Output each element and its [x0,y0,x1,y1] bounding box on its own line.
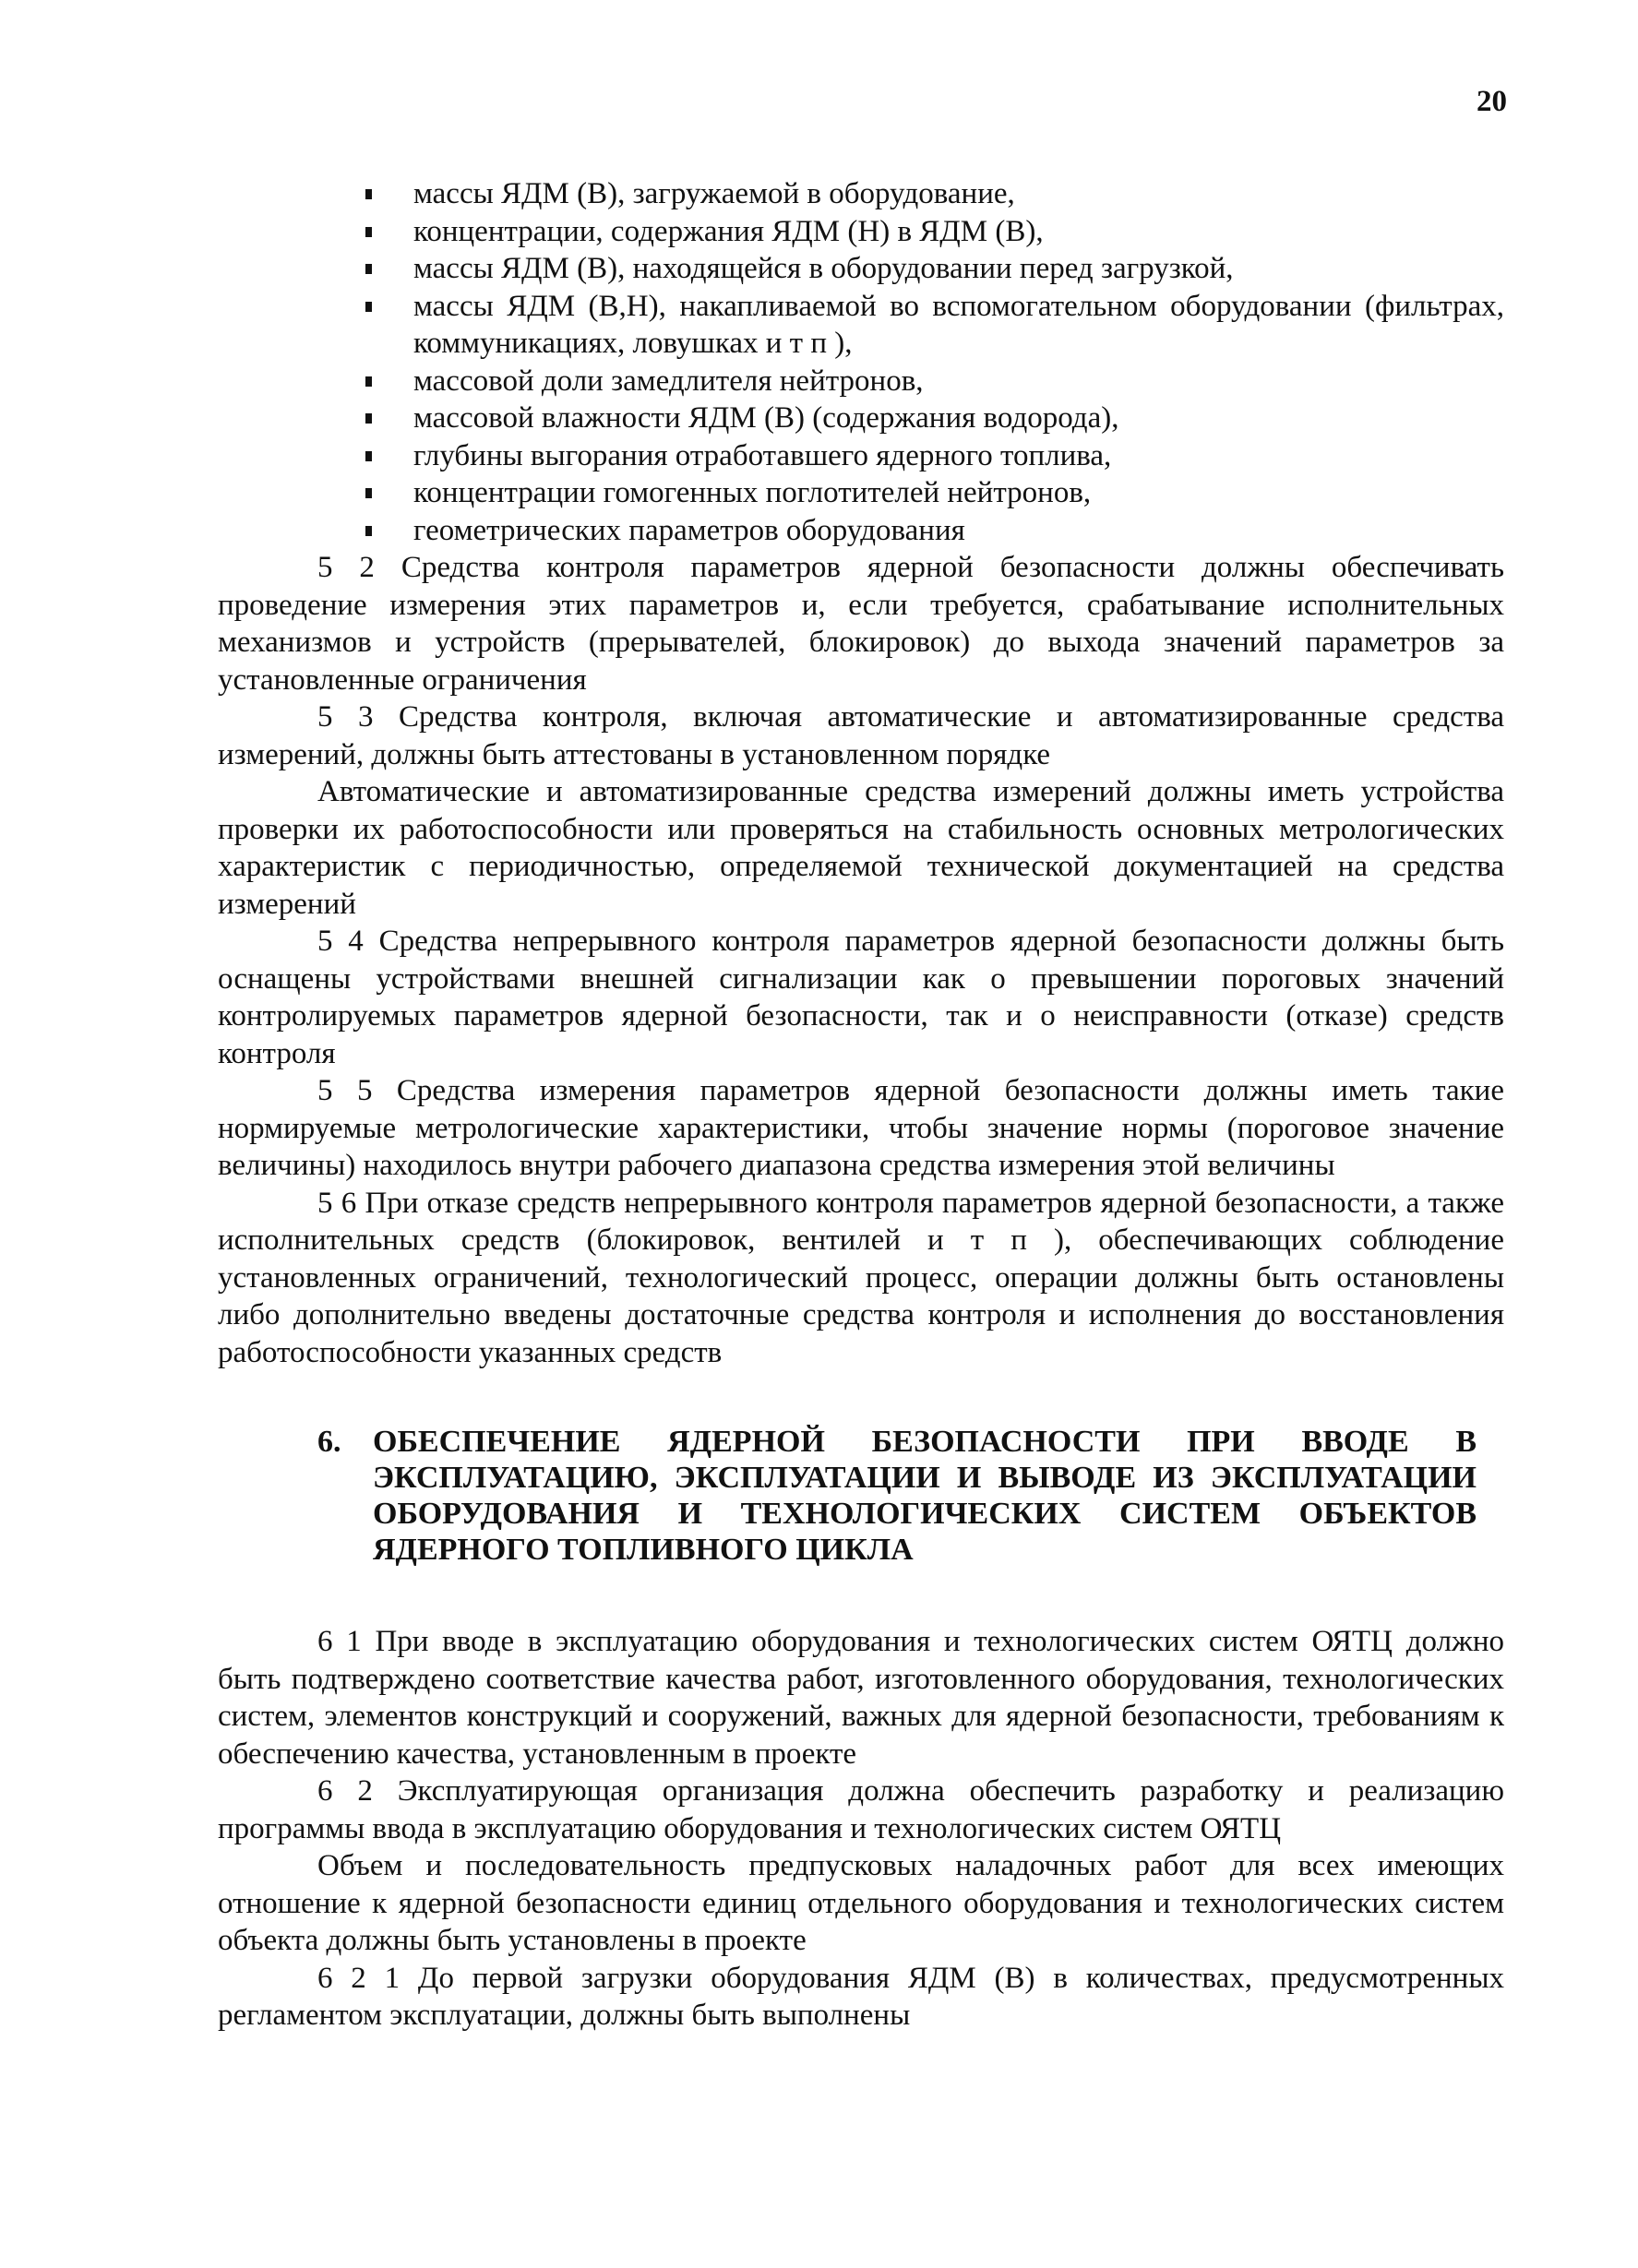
list-item [365,363,1504,400]
list-item-text: концентрации, содержания ЯДМ (Н) в ЯДМ (В), [413,214,1044,248]
bullet-marker [365,264,372,274]
page-content [218,175,1504,2035]
section-title: ОБЕСПЕЧЕНИЕ ЯДЕРНОЙ БЕЗОПАСНОСТИ ПРИ ВВОДЕ В ЭКСПЛУАТАЦИЮ, ЭКСПЛУАТАЦИИ И ВЫВОДЕ ИЗ ЭКСПЛУАТАЦИИ ОБОРУДОВАНИЯ И ТЕХНОЛОГИЧЕСКИХ СИСТЕМ ОБЪЕКТОВ ЯДЕРНОГО ТОПЛИВНОГО ЦИКЛА [373,1425,1477,1567]
bullet-marker [365,227,372,237]
paragraph-6-2-cont: Объем и последовательность предпусковых наладочных работ для всех имеющих отношение к ядерной безопасности единиц отдельного оборудования и технологических систем объекта должны быть установлены в проекте [218,1849,1504,1957]
paragraph-5-5: 5 5 Средства измерения параметров ядерной безопасности должны иметь такие нормируемые метрологические характеристики, чтобы значение нормы (пороговое значение величины) находилось внутри рабочего диапазона средства измерения этой величины [218,1074,1504,1182]
list-item-text: геометрических параметров оборудования [413,513,965,547]
bullet-marker [365,451,372,461]
bullet-marker [365,189,372,199]
bullet-marker [365,526,372,536]
list-item-text: массовой доли замедлителя нейтронов, [413,364,924,398]
parameter-list [218,175,1504,549]
page-number: 20 [1477,85,1507,118]
paragraph-6-1: 6 1 При вводе в эксплуатацию оборудования и технологических систем ОЯТЦ должно быть подтверждено соответствие качества работ, изготовленного оборудования, технологических систем, элементов конструкций и сооружений, важных для ядерной безопасности, требованиям к обеспечению качества, установленным в проекте [218,1625,1504,1771]
list-item-text: массы ЯДМ (В), находящейся в оборудовании перед загрузкой, [413,252,1234,285]
list-item [365,512,1504,550]
list-item-text: массы ЯДМ (В), загружаемой в оборудование, [413,177,1015,210]
paragraph-5-6: 5 6 При отказе средств непрерывного контроля параметров ядерной безопасности, а также исполнительных средств (блокировок, вентилей и т п ), обеспечивающих соблюдение установленных ограничений, технологический процесс, операции должны быть остановлены либо дополнительно введены достаточные средства контроля и исполнения до восстановления работоспособности указанных средств [218,1186,1504,1369]
list-item [365,288,1504,363]
section-heading [218,1424,1504,1568]
paragraph-5-3: 5 3 Средства контроля, включая автоматические и автоматизированные средства измерений, должны быть аттестованы в установленном порядке [218,700,1504,771]
list-item [365,437,1504,475]
list-item [365,400,1504,437]
paragraph-6-2-1: 6 2 1 До первой загрузки оборудования ЯДМ (В) в количествах, предусмотренных регламентом эксплуатации, должны быть выполнены [218,1961,1504,2032]
paragraph-5-2: 5 2 Средства контроля параметров ядерной безопасности должны обеспечивать проведение измерения этих параметров и, если требуется, срабатывание исполнительных механизмов и устройств (прерывателей, блокировок) до выхода значений параметров за установленные ограничения [218,551,1504,697]
section-number: 6. [317,1425,341,1459]
list-item [365,213,1504,251]
bullet-marker [365,488,372,498]
paragraph-5-4: 5 4 Средства непрерывного контроля параметров ядерной безопасности должны быть оснащены устройствами внешней сигнализации как о превышении пороговых значений контролируемых параметров ядерной безопасности, так и о неисправности (отказе) средств контроля [218,925,1504,1070]
list-item [365,474,1504,512]
list-item [365,175,1504,213]
paragraph-6-2: 6 2 Эксплуатирующая организация должна обеспечить разработку и реализацию программы ввода в эксплуатацию оборудования и технологических систем ОЯТЦ [218,1774,1504,1845]
list-item-text: массовой влажности ЯДМ (В) (содержания водорода), [413,401,1119,435]
list-item [365,250,1504,288]
bullet-marker [365,302,372,312]
bullet-marker [365,413,372,424]
paragraph-5-3-cont: Автоматические и автоматизированные средства измерений должны иметь устройства проверки их работоспособности или проверяться на стабильность основных метрологических характеристик с периодичностью, определяемой технической документацией на средства измерений [218,775,1504,921]
bullet-marker [365,376,372,387]
list-item-text: концентрации гомогенных поглотителей нейтронов, [413,476,1092,509]
list-item-text: глубины выгорания отработавшего ядерного топлива, [413,438,1112,472]
list-item-text: массы ЯДМ (В,Н), накапливаемой во вспомогательном оборудовании (фильтрах, коммуникациях, ловушках и т п ), [413,289,1504,360]
